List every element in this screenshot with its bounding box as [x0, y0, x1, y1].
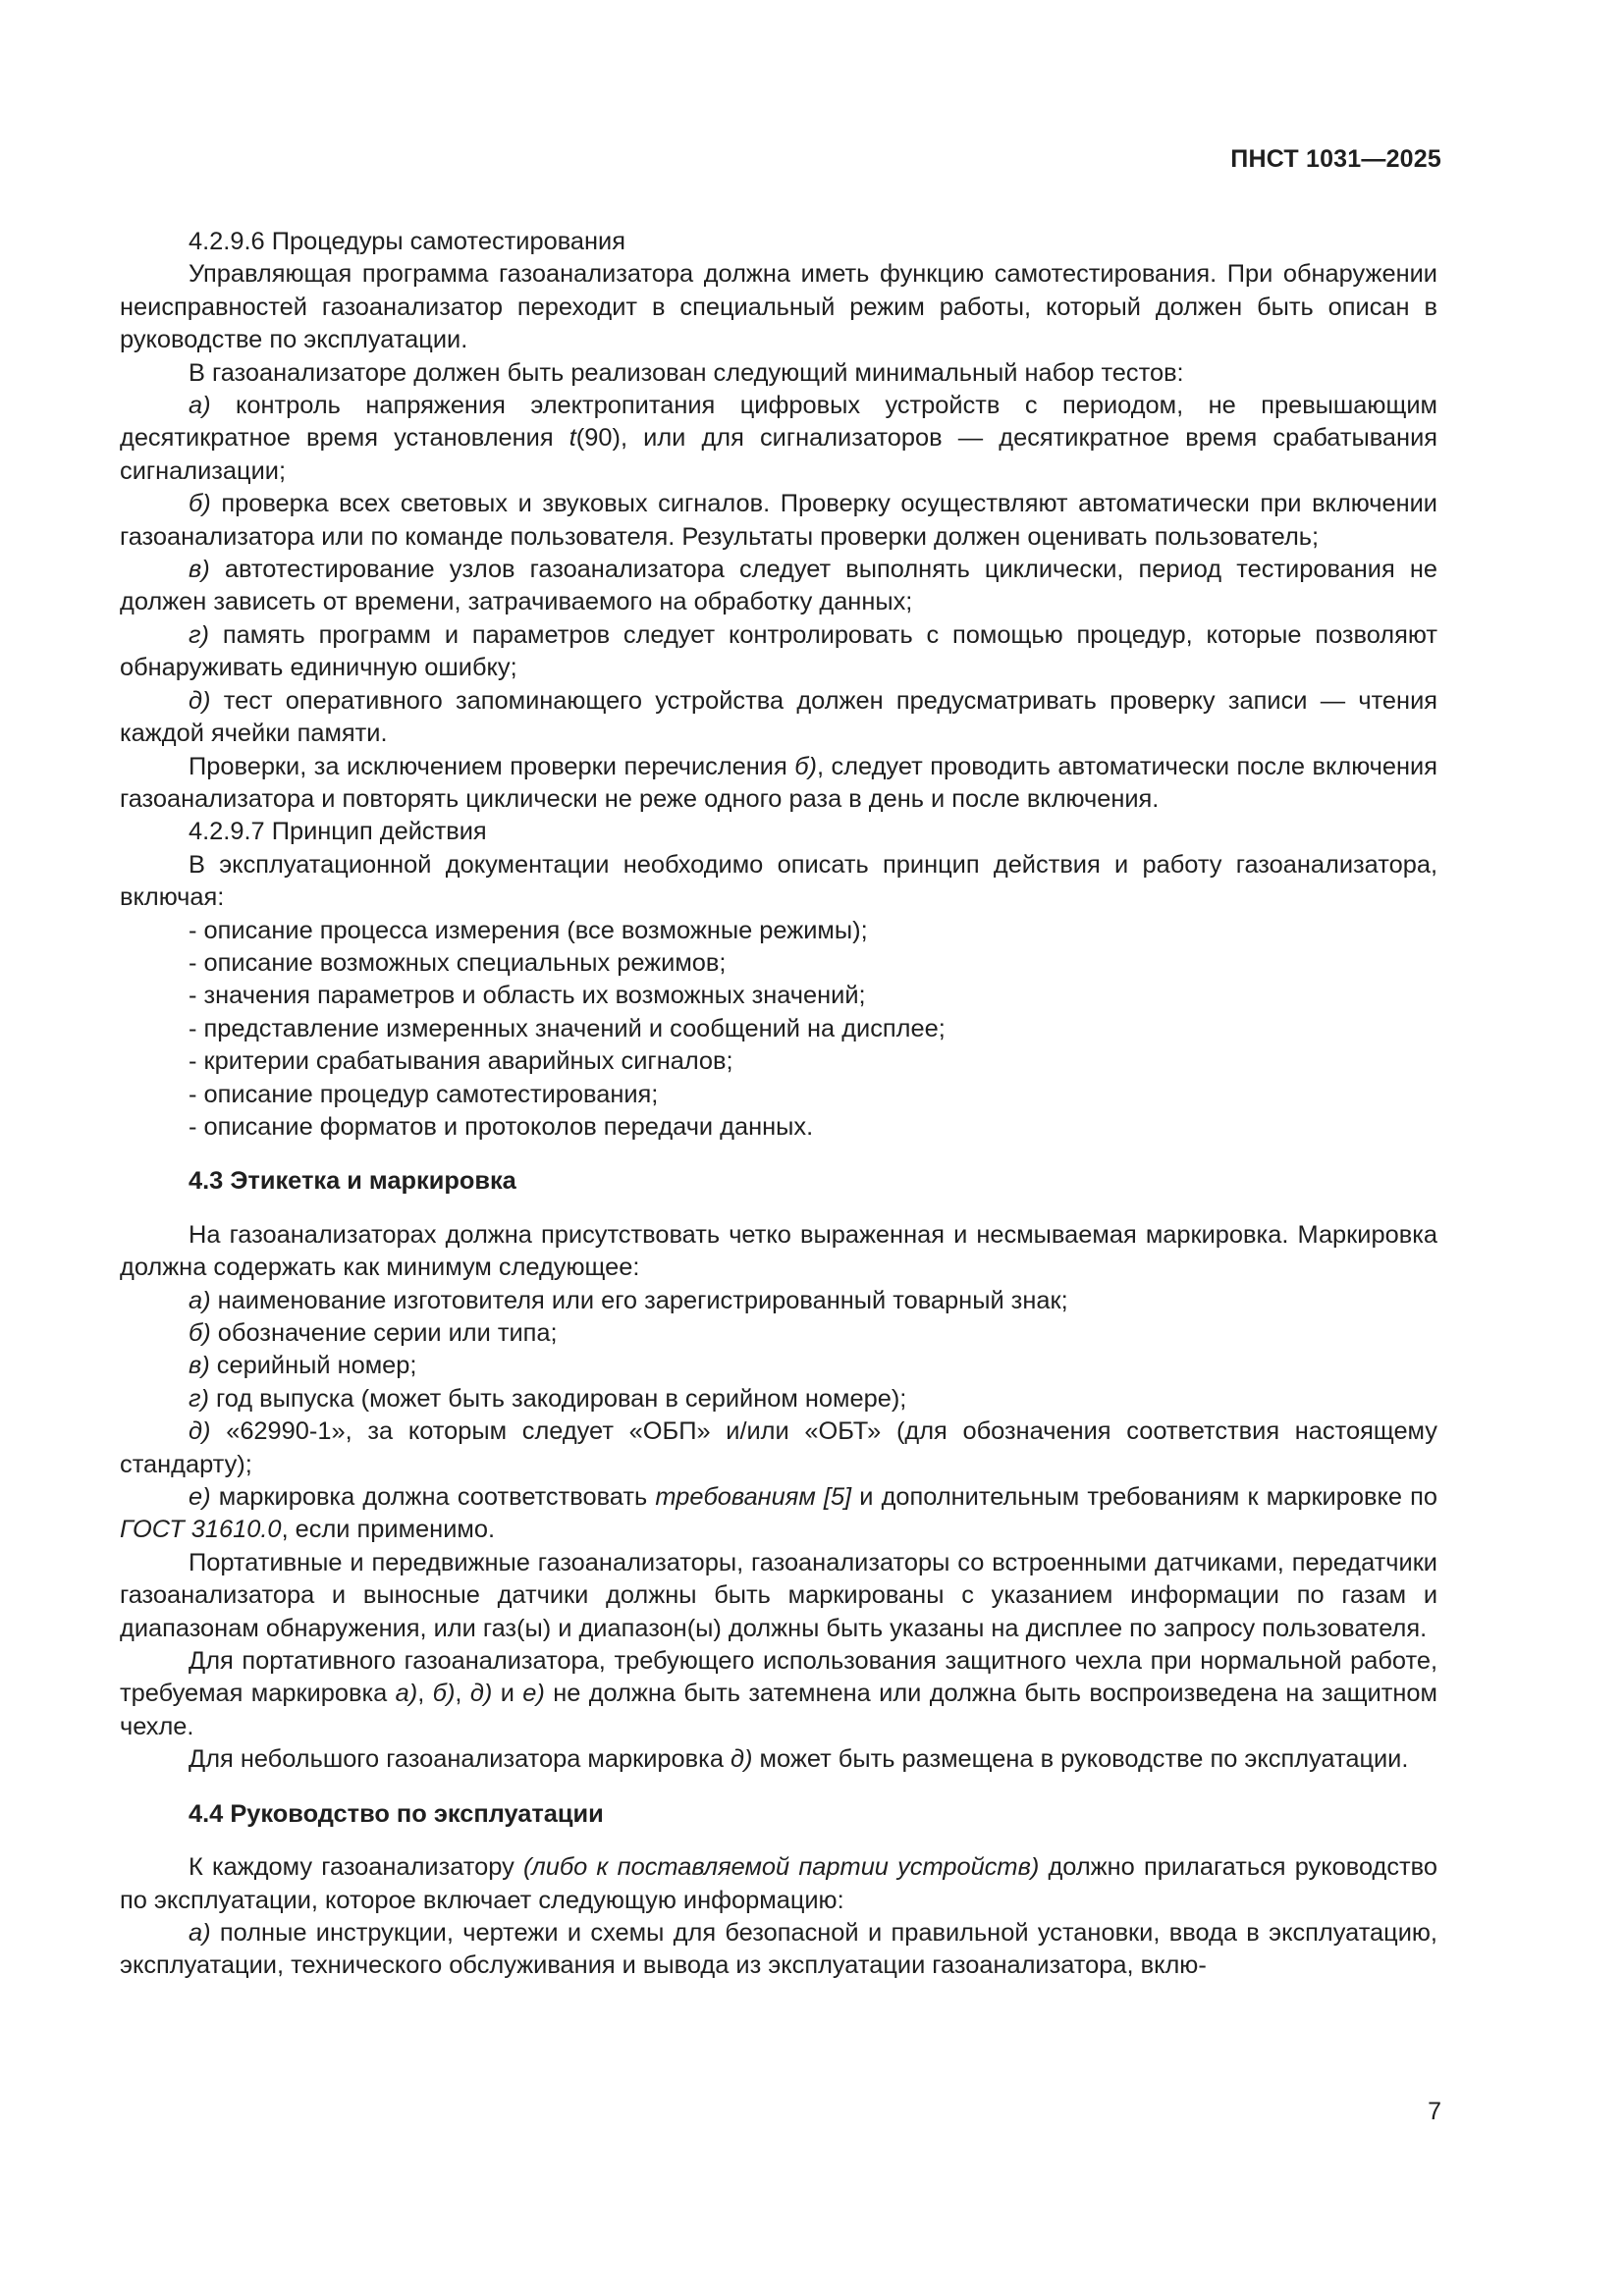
paragraph [120, 751, 1437, 817]
list-label: д) [189, 1417, 211, 1446]
list-text: контроль напряжения электропитания цифровых устройств с периодом, не превышающим десятикратное время установления [120, 392, 1437, 453]
dash-item: - значения параметров и область их возможных значений; [189, 982, 866, 1010]
paragraph [120, 1743, 1437, 1776]
list-ref: д) [469, 1680, 493, 1708]
list-ref: б) [794, 752, 817, 780]
text: Для небольшого газоанализатора маркировка [189, 1745, 731, 1774]
list-text: память программ и параметров следует контролировать с помощью процедур, которые позволяют обнаруживать единичную ошибку; [120, 620, 1437, 682]
list-item-a [120, 1285, 1437, 1317]
section-4-2-9-7-title: 4.2.9.7 Принцип действия [189, 818, 487, 846]
paragraph [120, 1645, 1437, 1743]
list-text: год выпуска (может быть закодирован в серийном номере); [208, 1384, 907, 1413]
page-body [120, 226, 1437, 1983]
text: Проверки, за исключением проверки перечисления [189, 752, 795, 780]
text: , [417, 1680, 433, 1708]
paragraph: Управляющая программа газоанализатора должна иметь функцию самотестирования. При обнаружении неисправностей газоанализатор переходит в специальный режим работы, который должен быть описан в руководстве по эксплуатации. [120, 260, 1437, 354]
list-label: е) [189, 1483, 211, 1512]
list-item-e [120, 1481, 1437, 1547]
list-label: а) [189, 1918, 211, 1947]
dash-item: - описание форматов и протоколов передачи данных. [189, 1112, 814, 1141]
list-text: «62990-1», за которым следует «ОБП» и/или «ОБТ» (для обозначения соответствия настоящему стандарту); [120, 1417, 1437, 1478]
list-text: наименование изготовителя или его зарегистрированный товарный знак; [210, 1286, 1068, 1314]
text: может быть размещена в руководстве по эксплуатации. [752, 1745, 1409, 1774]
list-label: д) [189, 686, 211, 715]
paragraph: В эксплуатационной документации необходимо описать принцип действия и работу газоанализатора, включая: [120, 850, 1437, 912]
text: и [492, 1680, 523, 1708]
list-item-g [120, 619, 1437, 685]
paragraph: Портативные и передвижные газоанализаторы, газоанализаторы со встроенными датчиками, передатчики газоанализатора и выносные датчики должны быть маркированы с указанием информации по газам и диапазонам обнаружения, или газ(ы) и диапазон(ы) должны быть указаны на дисплее по запросу пользователя. [120, 1548, 1437, 1642]
list-text: серийный номер; [209, 1352, 417, 1380]
list-item-v [120, 554, 1437, 619]
text: должно прилагаться руководство по эксплуатации, которое включает следующую информацию: [120, 1853, 1437, 1914]
list-item-d [120, 685, 1437, 751]
list-item-b [120, 488, 1437, 554]
list-text: проверка всех световых и звуковых сигналов. Проверку осуществляют автоматически при включении газоанализатора или по команде пользователя. Результаты проверки должен оценивать пользователь; [120, 490, 1437, 551]
text: не должна быть затемнена или должна быть воспроизведена на защитном чехле. [120, 1680, 1438, 1740]
paragraph: В газоанализаторе должен быть реализован следующий минимальный набор тестов: [189, 358, 1184, 387]
list-text: маркировка должна соответствовать [210, 1483, 656, 1512]
text: К каждому газоанализатору [189, 1853, 523, 1882]
list-label: б) [189, 490, 211, 518]
italic-text: (либо к поставляемой партии устройств) [522, 1853, 1040, 1882]
list-label: в) [189, 1352, 210, 1380]
reference-link: требованиям [5] [655, 1483, 852, 1512]
document-code: ПНСТ 1031—2025 [1230, 145, 1441, 173]
list-label: б) [189, 1319, 211, 1347]
list-label: г) [189, 1384, 209, 1413]
symbol-t: t [568, 424, 576, 453]
section-4-3-heading: 4.3 Этикетка и маркировка [189, 1167, 516, 1196]
list-text: обозначение серии или типа; [210, 1319, 558, 1347]
list-text: , если применимо. [281, 1516, 496, 1544]
standard-reference: ГОСТ 31610.0 [120, 1516, 282, 1544]
section-4-2-9-6-title: 4.2.9.6 Процедуры самотестирования [189, 228, 625, 255]
list-ref: е) [522, 1680, 545, 1708]
list-item-v [120, 1350, 1437, 1382]
dash-item: - описание процесса измерения (все возможные режимы); [189, 916, 868, 944]
list-text: (90), или для сигнализаторов — десятикратное время срабатывания сигнализации; [120, 424, 1437, 485]
list-text: полные инструкции, чертежи и схемы для безопасной и правильной установки, ввода в эксплуатацию, эксплуатации, технического обслуживания и вывода из эксплуатации газоанализатора, вклю- [120, 1918, 1437, 1980]
page-number: 7 [1428, 2098, 1441, 2125]
dash-item: - представление измеренных значений и сообщений на дисплее; [189, 1014, 946, 1042]
list-ref: а) [395, 1680, 418, 1708]
list-item-g [120, 1383, 1437, 1415]
list-text: автотестирование узлов газоанализатора следует выполнять циклически, период тестирования не должен зависеть от времени, затрачиваемого на обработку данных; [120, 556, 1437, 616]
dash-item: - описание процедур самотестирования; [189, 1080, 659, 1108]
list-label: в) [189, 556, 210, 584]
list-item-a [120, 390, 1437, 488]
list-label: г) [189, 620, 209, 649]
list-ref: д) [731, 1745, 753, 1774]
paragraph: На газоанализаторах должна присутствовать четко выраженная и несмываемая маркировка. Маркировка должна содержать как минимум следующее: [120, 1220, 1437, 1282]
dash-item: - критерии срабатывания аварийных сигналов; [189, 1047, 733, 1076]
section-4-4-heading: 4.4 Руководство по эксплуатации [189, 1799, 604, 1828]
paragraph [120, 1851, 1437, 1917]
list-item-a [120, 1917, 1437, 1983]
list-label: а) [189, 392, 211, 420]
text: , следует проводить автоматически после включения газоанализатора и повторять циклически не реже одного раза в день и после включения. [120, 752, 1437, 813]
text: Для портативного газоанализатора, требующего использования защитного чехла при нормальной работе, требуемая маркировка [120, 1647, 1437, 1708]
text: , [455, 1680, 470, 1708]
list-label: а) [189, 1286, 211, 1314]
list-ref: б) [432, 1680, 456, 1708]
list-text: тест оперативного запоминающего устройства должен предусматривать проверку записи — чтения каждой ячейки памяти. [120, 686, 1437, 748]
list-text: и дополнительным требованиям к маркировке по [851, 1483, 1437, 1512]
list-item-b [120, 1317, 1437, 1350]
list-item-d [120, 1415, 1437, 1481]
dash-item: - описание возможных специальных режимов; [189, 948, 727, 977]
